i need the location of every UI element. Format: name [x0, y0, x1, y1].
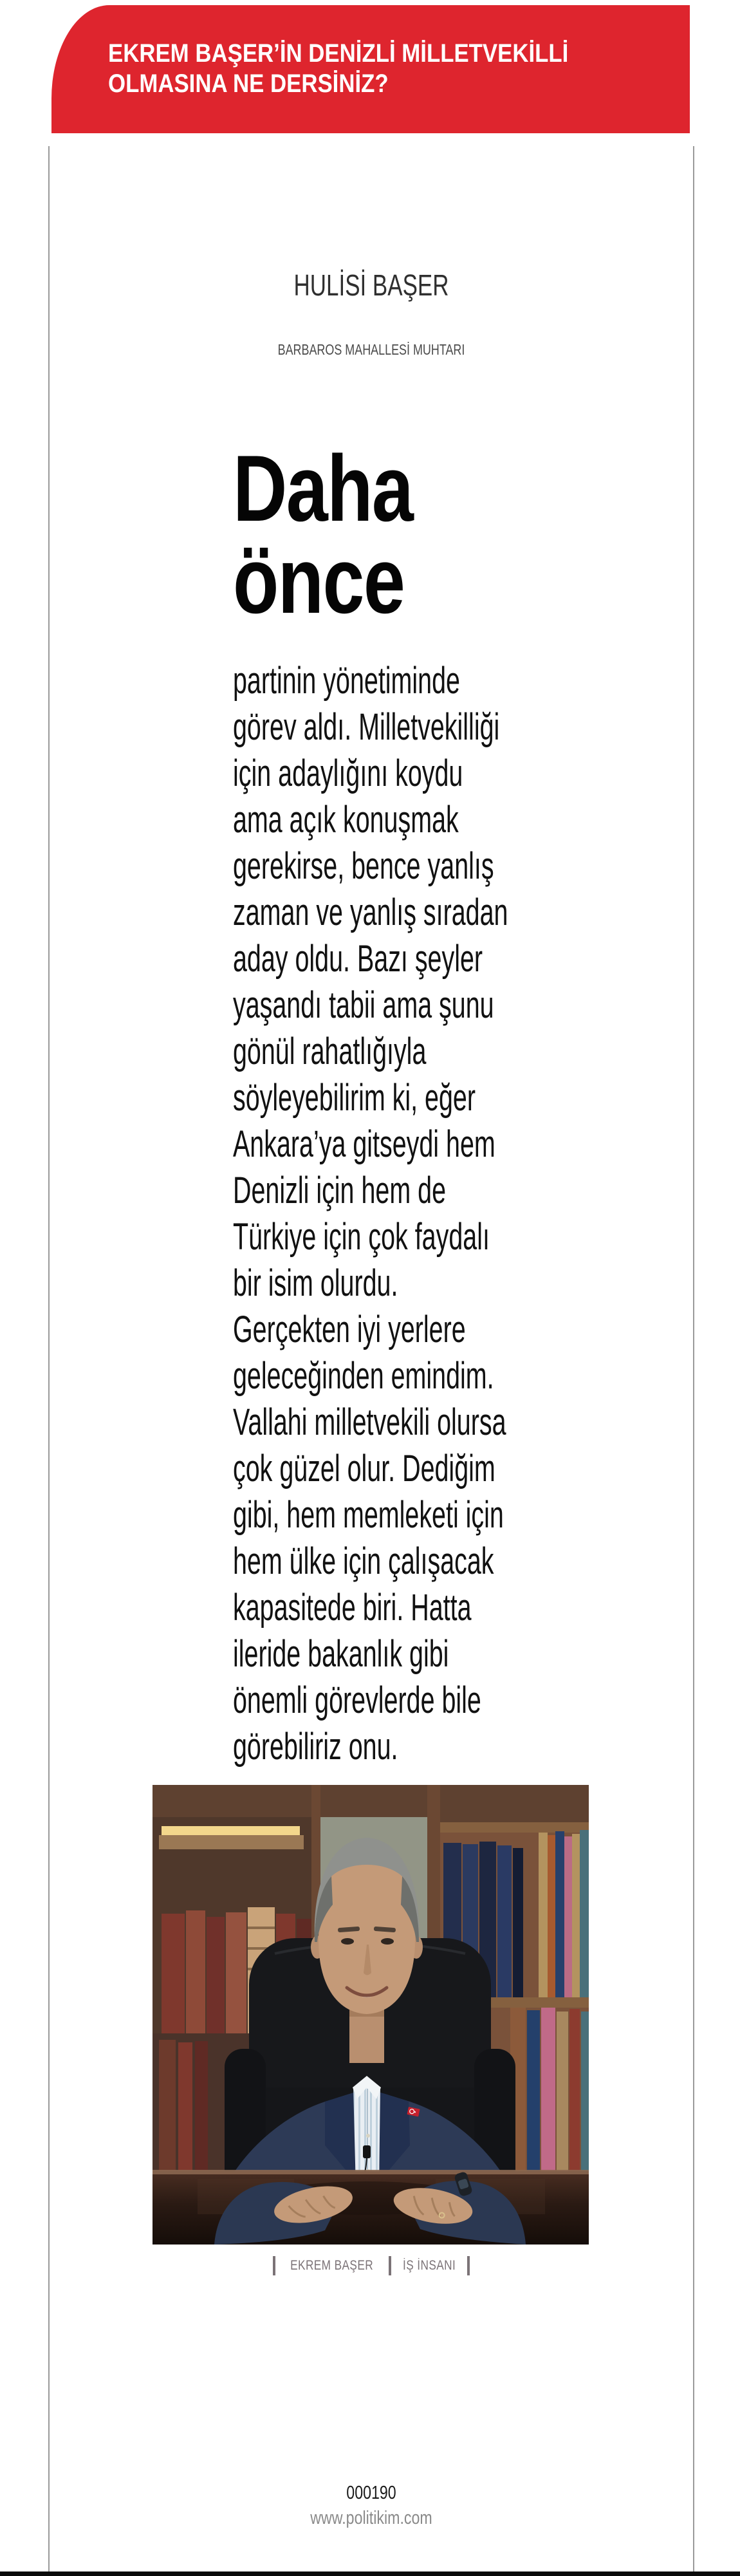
article-body-line: görev aldı. Milletvekilliği	[233, 706, 500, 748]
article-body-line: geleceğinden emindim.	[233, 1355, 494, 1397]
photo-illustration	[153, 1785, 589, 2245]
headline-banner	[51, 5, 690, 133]
article-body-line: önemli görevlerde bile	[233, 1679, 481, 1721]
article-body-line: ama açık konuşmak	[233, 799, 459, 841]
article-body-line: gerekirse, bence yanlış	[233, 845, 494, 887]
article-body-line: Türkiye için çok faydalı	[233, 1216, 490, 1258]
photo-caption	[50, 2254, 693, 2277]
interviewee-name: HULİSİ BAŞER	[293, 268, 449, 302]
article-body-line: söyleyebilirim ki, eğer	[233, 1077, 476, 1119]
website-url: www.politikim.com	[310, 2508, 432, 2528]
article-body-line: kapasitede biri. Hatta	[233, 1587, 472, 1629]
article-body-line: Vallahi milletvekili olursa	[233, 1401, 506, 1443]
article-body-line: için adaylığını koydu	[233, 752, 463, 794]
article-body-line: aday oldu. Bazı şeyler	[233, 938, 483, 980]
article-body-line: çok güzel olur. Dediğim	[233, 1448, 495, 1489]
bottom-edge-bar	[0, 2571, 740, 2576]
article-lead-line1: Daha	[233, 436, 413, 541]
article-body-line: bir isim olurdu.	[233, 1262, 398, 1304]
article-body	[233, 658, 508, 1770]
caption-separator-bar	[389, 2256, 391, 2275]
article-body-line: Denizli için hem de	[233, 1170, 447, 1211]
caption-title: İŞ İNSANI	[402, 2258, 456, 2273]
caption-separator-bar	[467, 2256, 470, 2275]
page-code: 000190	[346, 2483, 396, 2503]
caption-name: EKREM BAŞER	[290, 2258, 374, 2273]
article-body-line: zaman ve yanlış sıradan	[233, 891, 508, 933]
banner-text	[108, 39, 637, 99]
interviewee-photo	[153, 1785, 589, 2245]
interviewee-role: BARBAROS MAHALLESİ MUHTARI	[277, 341, 465, 358]
banner-headline-line1: EKREM BAŞER’İN DENİZLİ MİLLETVEKİLLİ	[108, 39, 569, 68]
article-body-line: Ankara’ya gitseydi hem	[233, 1123, 495, 1165]
caption-separator-bar	[273, 2256, 275, 2275]
article-body-line: görebiliriz onu.	[233, 1726, 398, 1768]
article-body-line: gönül rahatlığıyla	[233, 1031, 427, 1072]
article-lead	[233, 436, 413, 633]
article-body-line: yaşandı tabii ama şunu	[233, 984, 494, 1026]
article-lead-line2: önce	[233, 528, 405, 633]
article-body-line: Gerçekten iyi yerlere	[233, 1309, 466, 1350]
article-card	[48, 146, 694, 2571]
article-body-line: ileride bakanlık gibi	[233, 1633, 449, 1675]
article-body-line: hem ülke için çalışacak	[233, 1540, 494, 1582]
banner-headline-line2: OLMASINA NE DERSİNİZ?	[108, 70, 389, 98]
article-body-line: gibi, hem memleketi için	[233, 1494, 504, 1536]
article-body-line: partinin yönetiminde	[233, 660, 460, 702]
